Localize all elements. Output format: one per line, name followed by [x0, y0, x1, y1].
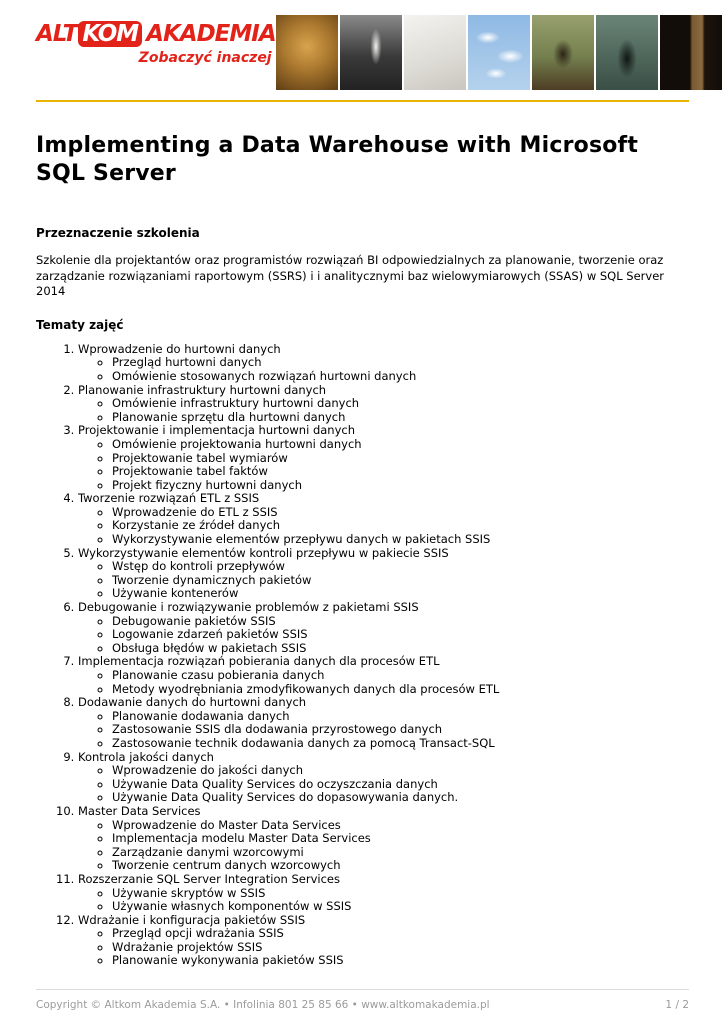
- subtopic-item: ◦ Wprowadzenie do ETL z SSIS: [112, 506, 689, 520]
- lion-artwork: [276, 15, 338, 90]
- topic-item: [78, 751, 689, 805]
- subtopic-item: ◦ Zastosowanie SSIS dla dodawania przyrostowego danych: [112, 723, 689, 737]
- subtopics-list: [78, 764, 689, 805]
- horse-rider-artwork: [532, 15, 594, 90]
- dark-doorway-artwork: [660, 15, 722, 90]
- subtopic-item: ◦ Metody wyodrębniania zmodyfikowanych danych dla procesów ETL: [112, 683, 689, 697]
- footer-page-number: 1 / 2: [665, 999, 689, 1011]
- subtopic-item: ◦ Zastosowanie technik dodawania danych za pomocą Transact-SQL: [112, 737, 689, 751]
- subtopics-list: [78, 356, 689, 383]
- subtopic-item: ◦ Wstęp do kontroli przepływów: [112, 560, 689, 574]
- topic-item: [78, 873, 689, 914]
- topic-title: Projektowanie i implementacja hurtowni danych: [78, 423, 355, 438]
- topic-title: Rozszerzanie SQL Server Integration Services: [78, 871, 340, 886]
- subtopic-item: ◦ Tworzenie dynamicznych pakietów: [112, 574, 689, 588]
- subtopics-list: [78, 669, 689, 696]
- subtopic-item: ◦ Wykorzystywanie elementów przepływu danych w pakietach SSIS: [112, 533, 689, 547]
- topics-list: [36, 343, 689, 968]
- topic-title: Debugowanie i rozwiązywanie problemów z pakietami SSIS: [78, 600, 419, 615]
- topic-item: [78, 914, 689, 968]
- purpose-text: Szkolenie dla projektantów oraz programistów rozwiązań BI odpowiedzialnych za planowanie, tworzenie oraz zarządzanie rozwiązaniami raportowym (SSRS) i i analitycznymi baz wielowymiarowych (SSAS) w SQL Server 2014: [36, 252, 665, 299]
- header-artwork-strip: [276, 15, 722, 90]
- subtopic-item: ◦ Korzystanie ze źródeł danych: [112, 519, 689, 533]
- subtopic-item: ◦ Omówienie infrastruktury hurtowni danych: [112, 397, 689, 411]
- subtopic-item: ◦ Tworzenie centrum danych wzorcowych: [112, 859, 689, 873]
- topic-item: [78, 547, 689, 601]
- logo-tagline: Zobaczyć inaczej: [138, 50, 272, 66]
- subtopics-list: [78, 819, 689, 873]
- topic-item: [78, 343, 689, 384]
- purpose-heading: Przeznaczenie szkolenia: [36, 225, 200, 240]
- subtopics-list: [78, 438, 689, 492]
- subtopic-item: ◦ Projekt fizyczny hurtowni danych: [112, 479, 689, 493]
- subtopics-list: [78, 887, 689, 914]
- subtopics-list: [78, 397, 689, 424]
- topic-title: Dodawanie danych do hurtowni danych: [78, 695, 307, 710]
- subtopic-item: ◦ Przegląd opcji wdrażania SSIS: [112, 927, 689, 941]
- subtopic-item: ◦ Omówienie projektowania hurtowni danych: [112, 438, 689, 452]
- subtopic-item: ◦ Planowanie wykonywania pakietów SSIS: [112, 954, 689, 968]
- topic-item: [78, 384, 689, 425]
- logo-alt-text: ALT: [36, 21, 78, 47]
- altkom-logo: [36, 15, 276, 66]
- topic-title: Wykorzystywanie elementów kontroli przepływu w pakiecie SSIS: [78, 545, 449, 560]
- topic-item: [78, 601, 689, 655]
- header-divider: [36, 100, 689, 102]
- subtopic-item: ◦ Obsługa błędów w pakietach SSIS: [112, 642, 689, 656]
- figure-with-feather-artwork: [340, 15, 402, 90]
- subtopic-item: ◦ Używanie kontenerów: [112, 587, 689, 601]
- subtopic-item: ◦ Używanie Data Quality Services do dopasowywania danych.: [112, 791, 689, 805]
- page-footer: [36, 989, 689, 1011]
- logo-akademia-text: AKADEMIA: [146, 21, 276, 47]
- logo-kom-badge: KOM: [78, 21, 142, 47]
- footer-copyright: Copyright © Altkom Akademia S.A. • Infolinia 801 25 85 66 • www.altkomakademia.pl: [36, 999, 490, 1011]
- document-content: [0, 132, 725, 968]
- topic-item: [78, 492, 689, 546]
- topic-title: Wprowadzenie do hurtowni danych: [78, 341, 281, 356]
- subtopic-item: ◦ Projektowanie tabel wymiarów: [112, 452, 689, 466]
- subtopics-list: [78, 506, 689, 547]
- topic-title: Kontrola jakości danych: [78, 749, 214, 764]
- subtopic-item: ◦ Omówienie stosowanych rozwiązań hurtowni danych: [112, 370, 689, 384]
- subtopic-item: ◦ Używanie Data Quality Services do oczyszczania danych: [112, 778, 689, 792]
- green-door-artwork: [596, 15, 658, 90]
- topic-item: [78, 805, 689, 873]
- topic-item: [78, 655, 689, 696]
- page-title: Implementing a Data Warehouse with Microsoft SQL Server: [36, 133, 639, 186]
- subtopics-list: [78, 560, 689, 601]
- subtopic-item: ◦ Planowanie czasu pobierania danych: [112, 669, 689, 683]
- subtopic-item: ◦ Wprowadzenie do Master Data Services: [112, 819, 689, 833]
- subtopics-list: [78, 927, 689, 968]
- altkom-logo-wordmark: [36, 21, 276, 47]
- subtopic-item: ◦ Wprowadzenie do jakości danych: [112, 764, 689, 778]
- subtopic-item: ◦ Używanie skryptów w SSIS: [112, 887, 689, 901]
- subtopic-item: ◦ Implementacja modelu Master Data Services: [112, 832, 689, 846]
- subtopic-item: ◦ Planowanie sprzętu dla hurtowni danych: [112, 411, 689, 425]
- subtopic-item: ◦ Wdrażanie projektów SSIS: [112, 941, 689, 955]
- topic-item: [78, 424, 689, 492]
- white-feathers-artwork: [404, 15, 466, 90]
- topics-heading: Tematy zajęć: [36, 317, 124, 332]
- topic-title: Tworzenie rozwiązań ETL z SSIS: [78, 491, 260, 506]
- subtopics-list: [78, 615, 689, 656]
- subtopics-list: [78, 710, 689, 751]
- topic-title: Implementacja rozwiązań pobierania danych dla procesów ETL: [78, 654, 440, 669]
- topic-item: [78, 696, 689, 750]
- subtopic-item: ◦ Zarządzanie danymi wzorcowymi: [112, 846, 689, 860]
- subtopic-item: ◦ Logowanie zdarzeń pakietów SSIS: [112, 628, 689, 642]
- sky-clouds-artwork: [468, 15, 530, 90]
- topic-title: Planowanie infrastruktury hurtowni danych: [78, 382, 327, 397]
- subtopic-item: ◦ Projektowanie tabel faktów: [112, 465, 689, 479]
- subtopic-item: ◦ Planowanie dodawania danych: [112, 710, 689, 724]
- subtopic-item: ◦ Debugowanie pakietów SSIS: [112, 615, 689, 629]
- page-header: [0, 0, 725, 92]
- topic-title: Wdrażanie i konfiguracja pakietów SSIS: [78, 912, 306, 927]
- subtopic-item: ◦ Przegląd hurtowni danych: [112, 356, 689, 370]
- topic-title: Master Data Services: [78, 803, 201, 818]
- subtopic-item: ◦ Używanie własnych komponentów w SSIS: [112, 900, 689, 914]
